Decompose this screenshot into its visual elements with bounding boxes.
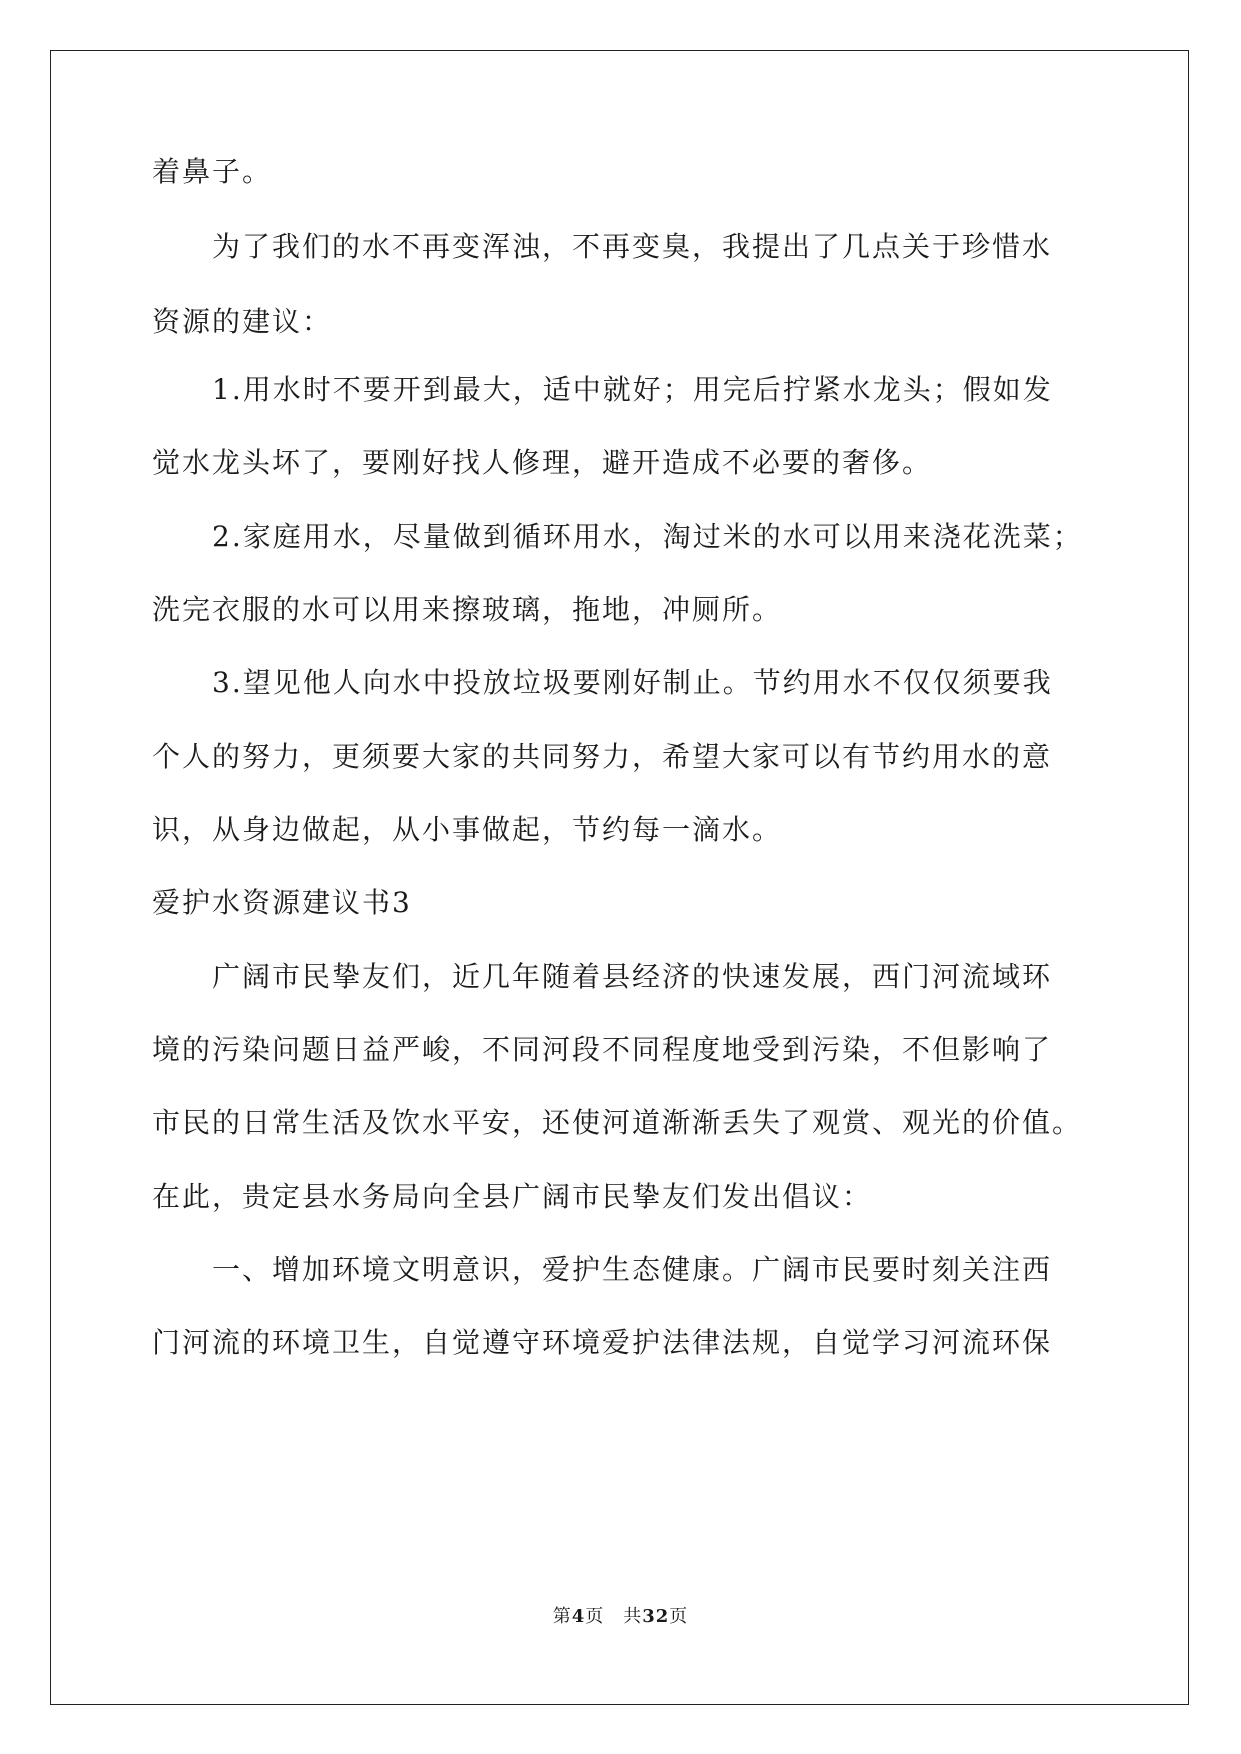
list-item-line: 3.望见他人向水中投放垃圾要刚好制止。节约用水不仅仅须要我 xyxy=(212,666,1053,699)
paragraph-line: 门河流的环境卫生，自觉遵守环境爱护法律法规，自觉学习河流环保 xyxy=(152,1326,1053,1359)
paragraph-line: 识，从身边做起，从小事做起，节约每一滴水。 xyxy=(152,813,783,846)
page-footer xyxy=(0,1605,1241,1629)
footer-mid: 页 共 xyxy=(585,1606,643,1627)
paragraph-line: 个人的努力，更须要大家的共同努力，希望大家可以有节约用水的意 xyxy=(152,740,1053,773)
paragraph-line: 市民的日常生活及饮水平安，还使河道渐渐丢失了观赏、观光的价值。 xyxy=(152,1106,1083,1139)
section-heading: 爱护水资源建议书3 xyxy=(152,886,412,919)
list-item-line: 2.家庭用水，尽量做到循环用水，淘过米的水可以用来浇花洗菜； xyxy=(212,520,1083,553)
footer-prefix: 第 xyxy=(552,1606,572,1627)
footer-total-pages: 32 xyxy=(642,1606,670,1627)
list-item-line: 1.用水时不要开到最大，适中就好；用完后拧紧水龙头；假如发 xyxy=(212,373,1053,406)
paragraph-line: 广阔市民挚友们，近几年随着县经济的快速发展，西门河流域环 xyxy=(212,960,1053,993)
paragraph-line: 为了我们的水不再变浑浊，不再变臭，我提出了几点关于珍惜水 xyxy=(212,230,1053,263)
paragraph-line: 在此，贵定县水务局向全县广阔市民挚友们发出倡议： xyxy=(152,1180,873,1213)
paragraph-line: 资源的建议： xyxy=(152,305,333,338)
paragraph-line: 境的污染问题日益严峻，不同河段不同程度地受到污染，不但影响了 xyxy=(152,1033,1053,1066)
page-border xyxy=(50,50,1189,1705)
list-item-line: 觉水龙头坏了，要刚好找人修理，避开造成不必要的奢侈。 xyxy=(152,446,933,479)
footer-current-page: 4 xyxy=(571,1606,586,1627)
paragraph-line: 一、增加环境文明意识，爱护生态健康。广阔市民要时刻关注西 xyxy=(212,1253,1053,1286)
footer-suffix: 页 xyxy=(669,1606,689,1627)
paragraph-line: 着鼻子。 xyxy=(152,155,273,188)
list-item-line: 洗完衣服的水可以用来擦玻璃，拖地，冲厕所。 xyxy=(152,593,783,626)
